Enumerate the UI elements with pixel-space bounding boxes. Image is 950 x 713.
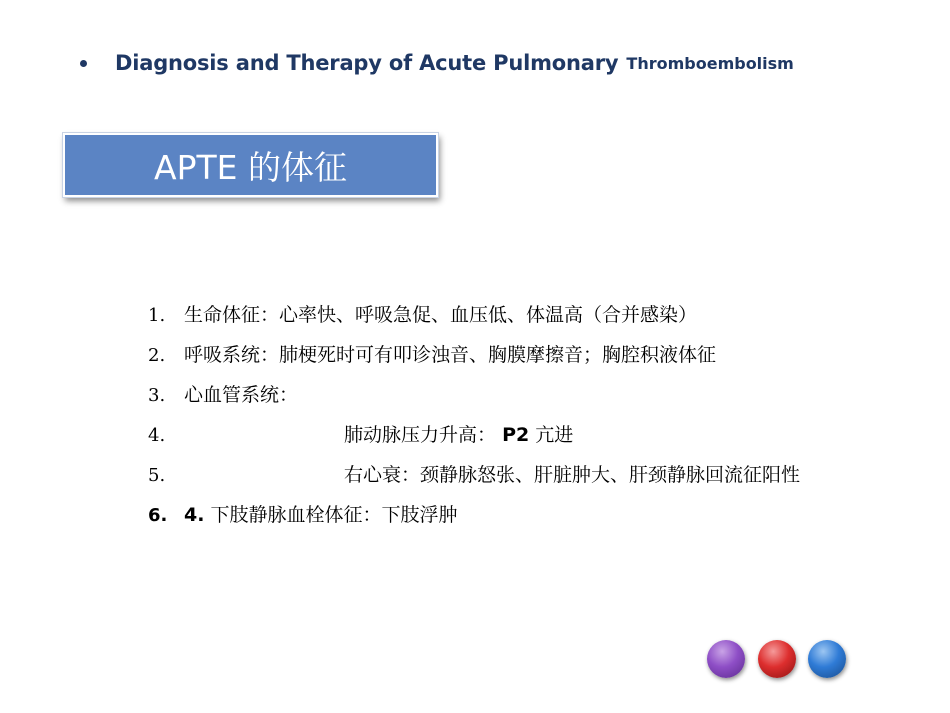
section-title-box: [63, 133, 438, 197]
list-item-number: 3.: [148, 385, 166, 406]
list-item-text-bold: P2: [502, 424, 530, 446]
list-item: [148, 462, 888, 489]
list-item-text: 生命体征：心率快、呼吸急促、血压低、体温高（合并感染）: [184, 304, 698, 326]
blue-circle-icon: [808, 640, 846, 678]
list-item-text: 右心衰：颈静脉怒张、肝脏肿大、肝颈静脉回流征阳性: [344, 464, 801, 486]
header-title: Diagnosis and Therapy of Acute Pulmonary: [115, 51, 619, 75]
list-item-text-tail: 亢进: [535, 424, 574, 446]
list-item: [148, 382, 888, 409]
decorative-circles: [705, 640, 850, 682]
list-item: [148, 422, 888, 449]
header-subtitle: Thromboembolism: [626, 53, 794, 73]
list-item-number: 6.: [148, 505, 168, 526]
slide-header: [80, 46, 940, 80]
list-item: [148, 502, 888, 529]
list-item-text: 呼吸系统：肺梗死时可有叩诊浊音、胸膜摩擦音；胸腔积液体征: [184, 344, 717, 366]
list-item: [148, 302, 888, 329]
section-title: APTE 的体征: [154, 147, 347, 187]
list-item-text: 心血管系统：: [184, 384, 299, 406]
bullet-icon: [80, 60, 87, 67]
list-item-number: 1.: [148, 305, 166, 326]
list-item-subnumber: 4.: [184, 504, 205, 526]
list-item-number: 4.: [148, 425, 166, 446]
red-circle-icon: [758, 640, 796, 678]
purple-circle-icon: [707, 640, 745, 678]
list-item: [148, 342, 888, 369]
list-item-number: 2.: [148, 345, 166, 366]
list-item-number: 5.: [148, 465, 166, 486]
list-item-text: 下肢静脉血栓体征：下肢浮肿: [210, 504, 458, 526]
list-item-text: 肺动脉压力升高：: [344, 424, 497, 446]
signs-list: [148, 302, 888, 542]
